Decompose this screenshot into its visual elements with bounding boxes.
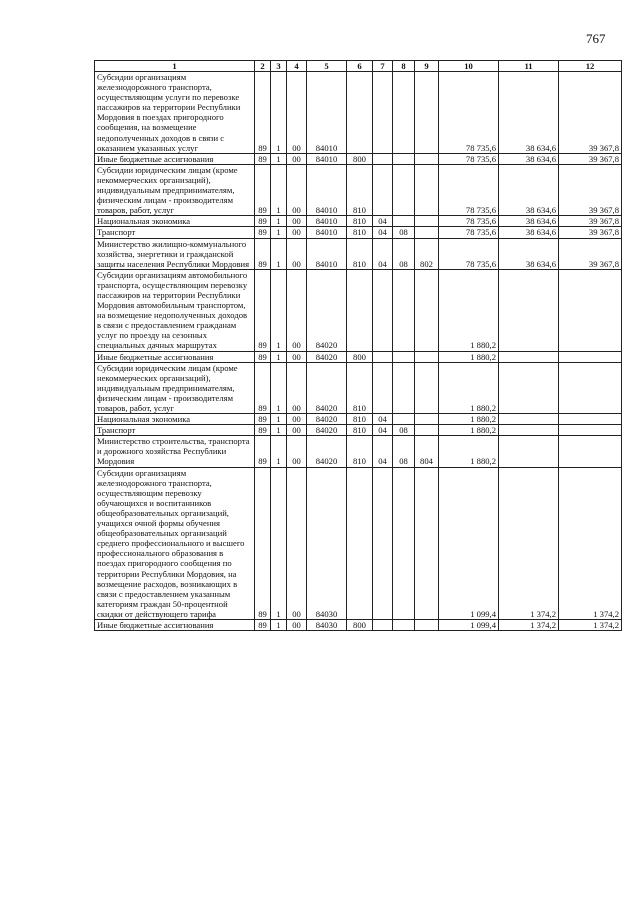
cell-sum-2016 <box>499 414 559 425</box>
cell-name: Национальная экономика <box>95 216 255 227</box>
cell-direction: 84030 <box>307 467 347 619</box>
cell-vr: 810 <box>347 414 373 425</box>
cell-grbs <box>415 362 439 413</box>
cell-direction: 84030 <box>307 619 347 630</box>
cell-pr <box>393 72 415 154</box>
cell-sum-2017: 39 367,8 <box>559 153 622 164</box>
cell-rz: 04 <box>373 414 393 425</box>
cell-vr: 800 <box>347 619 373 630</box>
table-row <box>95 216 622 227</box>
cell-name: Министерство строительства, транспорта и дорожного хозяйства Республики Мордовия <box>95 436 255 467</box>
cell-grbs: 802 <box>415 238 439 269</box>
table-row <box>95 72 622 154</box>
cell-rz: 04 <box>373 425 393 436</box>
cell-gp: 89 <box>255 351 271 362</box>
cell-om: 00 <box>287 619 307 630</box>
cell-grbs <box>415 619 439 630</box>
cell-pgp: 1 <box>271 467 287 619</box>
table-row <box>95 362 622 413</box>
cell-sum-2017 <box>559 425 622 436</box>
cell-om: 00 <box>287 164 307 215</box>
cell-sum-2016 <box>499 362 559 413</box>
cell-pgp: 1 <box>271 362 287 413</box>
cell-name: Субсидии юридическим лицам (кроме некоммерческих организаций), индивидуальным предпринимателям, физическим лицам - производителям товаров, работ, услуг <box>95 362 255 413</box>
cell-om: 00 <box>287 72 307 154</box>
cell-pr <box>393 619 415 630</box>
cell-grbs <box>415 269 439 351</box>
cell-vr: 810 <box>347 164 373 215</box>
cell-sum-2015: 78 735,6 <box>439 216 499 227</box>
cell-gp: 89 <box>255 216 271 227</box>
cell-pgp: 1 <box>271 72 287 154</box>
cell-sum-2017 <box>559 362 622 413</box>
cell-vr: 810 <box>347 425 373 436</box>
cell-direction: 84010 <box>307 164 347 215</box>
budget-table <box>94 60 622 631</box>
cell-pgp: 1 <box>271 351 287 362</box>
column-header: 7 <box>373 61 393 72</box>
cell-om: 00 <box>287 227 307 238</box>
column-header: 5 <box>307 61 347 72</box>
cell-pr <box>393 164 415 215</box>
cell-pr <box>393 351 415 362</box>
cell-pgp: 1 <box>271 227 287 238</box>
cell-om: 00 <box>287 362 307 413</box>
cell-gp: 89 <box>255 227 271 238</box>
cell-rz <box>373 164 393 215</box>
column-header: 9 <box>415 61 439 72</box>
cell-vr: 810 <box>347 238 373 269</box>
cell-pr <box>393 269 415 351</box>
cell-direction: 84010 <box>307 153 347 164</box>
cell-gp: 89 <box>255 269 271 351</box>
cell-pr: 08 <box>393 425 415 436</box>
cell-sum-2016: 1 374,2 <box>499 467 559 619</box>
cell-om: 00 <box>287 436 307 467</box>
cell-sum-2017: 1 374,2 <box>559 619 622 630</box>
table-row <box>95 227 622 238</box>
cell-name: Иные бюджетные ассигнования <box>95 351 255 362</box>
cell-vr: 810 <box>347 436 373 467</box>
header-row <box>95 61 622 72</box>
cell-sum-2017: 39 367,8 <box>559 72 622 154</box>
cell-name: Иные бюджетные ассигнования <box>95 153 255 164</box>
cell-pgp: 1 <box>271 414 287 425</box>
column-header: 4 <box>287 61 307 72</box>
table-row <box>95 269 622 351</box>
cell-sum-2016: 38 634,6 <box>499 227 559 238</box>
cell-gp: 89 <box>255 414 271 425</box>
cell-direction: 84020 <box>307 425 347 436</box>
column-header: 8 <box>393 61 415 72</box>
cell-sum-2015: 1 099,4 <box>439 619 499 630</box>
cell-gp: 89 <box>255 238 271 269</box>
cell-grbs <box>415 467 439 619</box>
cell-sum-2015: 1 099,4 <box>439 467 499 619</box>
cell-om: 00 <box>287 216 307 227</box>
cell-direction: 84010 <box>307 216 347 227</box>
cell-name: Транспорт <box>95 227 255 238</box>
cell-direction: 84020 <box>307 436 347 467</box>
cell-rz: 04 <box>373 227 393 238</box>
cell-sum-2016 <box>499 351 559 362</box>
cell-sum-2016 <box>499 269 559 351</box>
cell-name: Субсидии организациям железнодорожного транспорта, осуществляющим перевозку обучающихся и воспитанников общеобразовательных организаций, учащихся очной формы обучения общеобразовательных организаций среднего профессионального и высшего профессионального образования в поездах пригородного сообщения по территории Республики Мордовия, на возмещение расходов, возникающих в связи с предоставлением указанным категориям граждан 50-процентной скидки от действующего тарифа <box>95 467 255 619</box>
table-row <box>95 164 622 215</box>
cell-vr: 810 <box>347 216 373 227</box>
table-row <box>95 414 622 425</box>
cell-rz <box>373 619 393 630</box>
cell-grbs <box>415 216 439 227</box>
cell-sum-2016: 38 634,6 <box>499 216 559 227</box>
cell-pr <box>393 414 415 425</box>
cell-om: 00 <box>287 425 307 436</box>
cell-rz <box>373 351 393 362</box>
cell-pgp: 1 <box>271 216 287 227</box>
cell-name: Национальная экономика <box>95 414 255 425</box>
cell-rz: 04 <box>373 238 393 269</box>
cell-gp: 89 <box>255 467 271 619</box>
cell-sum-2015: 78 735,6 <box>439 238 499 269</box>
cell-sum-2015: 1 880,2 <box>439 425 499 436</box>
cell-sum-2015: 78 735,6 <box>439 164 499 215</box>
cell-grbs <box>415 72 439 154</box>
cell-sum-2017: 39 367,8 <box>559 164 622 215</box>
cell-pgp: 1 <box>271 425 287 436</box>
cell-name: Субсидии организациям автомобильного транспорта, осуществляющим перевозку пассажиров на территории Республики Мордовия автомобильным транспортом, на возмещение недополученных доходов в связи с предоставлением гражданам услуг по проезду на сезонных специальных дачных маршрутах <box>95 269 255 351</box>
column-header: 12 <box>559 61 622 72</box>
cell-sum-2016 <box>499 436 559 467</box>
cell-sum-2017: 39 367,8 <box>559 238 622 269</box>
cell-pr <box>393 216 415 227</box>
page-number: 767 <box>586 31 606 46</box>
table-row <box>95 619 622 630</box>
cell-grbs: 804 <box>415 436 439 467</box>
table-row <box>95 425 622 436</box>
cell-om: 00 <box>287 238 307 269</box>
cell-sum-2017: 39 367,8 <box>559 216 622 227</box>
cell-gp: 89 <box>255 436 271 467</box>
column-header: 1 <box>95 61 255 72</box>
cell-gp: 89 <box>255 425 271 436</box>
cell-rz <box>373 362 393 413</box>
cell-name: Субсидии юридическим лицам (кроме некоммерческих организаций), индивидуальным предпринимателям, физическим лицам - производителям товаров, работ, услуг <box>95 164 255 215</box>
cell-sum-2015: 1 880,2 <box>439 351 499 362</box>
cell-pgp: 1 <box>271 153 287 164</box>
table-row <box>95 351 622 362</box>
column-header: 3 <box>271 61 287 72</box>
cell-sum-2015: 1 880,2 <box>439 269 499 351</box>
cell-sum-2017 <box>559 351 622 362</box>
cell-om: 00 <box>287 153 307 164</box>
cell-pr <box>393 362 415 413</box>
cell-name: Транспорт <box>95 425 255 436</box>
cell-grbs <box>415 227 439 238</box>
cell-direction: 84010 <box>307 72 347 154</box>
cell-sum-2015: 1 880,2 <box>439 436 499 467</box>
cell-gp: 89 <box>255 362 271 413</box>
cell-pr: 08 <box>393 436 415 467</box>
cell-gp: 89 <box>255 619 271 630</box>
cell-pr <box>393 467 415 619</box>
cell-sum-2016: 38 634,6 <box>499 72 559 154</box>
cell-sum-2017: 1 374,2 <box>559 467 622 619</box>
cell-gp: 89 <box>255 72 271 154</box>
cell-pgp: 1 <box>271 269 287 351</box>
cell-direction: 84020 <box>307 362 347 413</box>
table-row <box>95 238 622 269</box>
column-header: 11 <box>499 61 559 72</box>
cell-om: 00 <box>287 467 307 619</box>
cell-rz: 04 <box>373 436 393 467</box>
cell-rz <box>373 467 393 619</box>
cell-vr <box>347 467 373 619</box>
cell-rz: 04 <box>373 216 393 227</box>
cell-pr <box>393 153 415 164</box>
column-header: 6 <box>347 61 373 72</box>
cell-name: Министерство жилищно-коммунального хозяйства, энергетики и гражданской защиты населения Республики Мордовия <box>95 238 255 269</box>
cell-sum-2017 <box>559 436 622 467</box>
cell-rz <box>373 72 393 154</box>
cell-vr: 810 <box>347 362 373 413</box>
cell-grbs <box>415 164 439 215</box>
cell-sum-2016: 38 634,6 <box>499 153 559 164</box>
cell-name: Субсидии организациям железнодорожного транспорта, осуществляющим услуги по перевозке пассажиров на территории Республики Мордовия в поездах пригородного сообщения, на возмещение недополученных доходов в связи с оказанием указанных услуг <box>95 72 255 154</box>
cell-direction: 84020 <box>307 351 347 362</box>
cell-sum-2017: 39 367,8 <box>559 227 622 238</box>
cell-direction: 84010 <box>307 227 347 238</box>
cell-grbs <box>415 351 439 362</box>
cell-gp: 89 <box>255 164 271 215</box>
cell-om: 00 <box>287 269 307 351</box>
cell-direction: 84020 <box>307 414 347 425</box>
column-header: 2 <box>255 61 271 72</box>
cell-sum-2016: 38 634,6 <box>499 164 559 215</box>
cell-sum-2016 <box>499 425 559 436</box>
cell-sum-2017 <box>559 269 622 351</box>
cell-pgp: 1 <box>271 436 287 467</box>
cell-vr <box>347 269 373 351</box>
cell-pr: 08 <box>393 238 415 269</box>
cell-rz <box>373 269 393 351</box>
cell-grbs <box>415 425 439 436</box>
cell-pgp: 1 <box>271 238 287 269</box>
cell-vr <box>347 72 373 154</box>
cell-direction: 84020 <box>307 269 347 351</box>
cell-pgp: 1 <box>271 164 287 215</box>
cell-pgp: 1 <box>271 619 287 630</box>
cell-sum-2015: 1 880,2 <box>439 362 499 413</box>
cell-grbs <box>415 153 439 164</box>
cell-rz <box>373 153 393 164</box>
cell-direction: 84010 <box>307 238 347 269</box>
cell-om: 00 <box>287 414 307 425</box>
cell-vr: 800 <box>347 153 373 164</box>
cell-gp: 89 <box>255 153 271 164</box>
cell-om: 00 <box>287 351 307 362</box>
table-row <box>95 467 622 619</box>
cell-sum-2015: 1 880,2 <box>439 414 499 425</box>
table-row <box>95 153 622 164</box>
cell-sum-2017 <box>559 414 622 425</box>
cell-sum-2015: 78 735,6 <box>439 72 499 154</box>
cell-sum-2016: 38 634,6 <box>499 238 559 269</box>
cell-vr: 800 <box>347 351 373 362</box>
table-row <box>95 436 622 467</box>
cell-vr: 810 <box>347 227 373 238</box>
cell-name: Иные бюджетные ассигнования <box>95 619 255 630</box>
cell-sum-2015: 78 735,6 <box>439 227 499 238</box>
cell-sum-2016: 1 374,2 <box>499 619 559 630</box>
column-header: 10 <box>439 61 499 72</box>
cell-sum-2015: 78 735,6 <box>439 153 499 164</box>
cell-grbs <box>415 414 439 425</box>
cell-pr: 08 <box>393 227 415 238</box>
